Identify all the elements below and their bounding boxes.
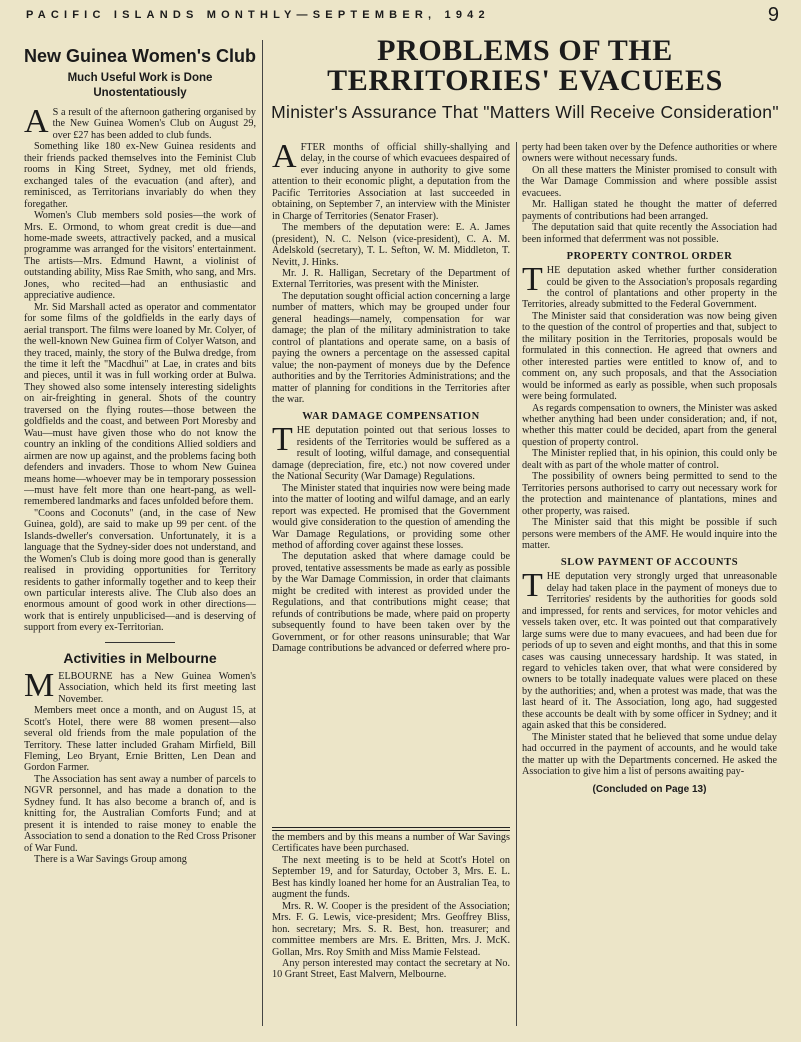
- column-divider: [516, 142, 517, 1026]
- headline-title: PROBLEMS OF THE TERRITORIES' EVACUEES: [327, 34, 723, 97]
- paragraph: THE deputation asked whether further consideration could be given to the Association's proposals regarding the control of plantations and other property in the Territories, already submitted to the Federal Government.: [522, 261, 777, 311]
- paragraph: The deputation said that quite recently the Association had been informed that deferrment was not possible.: [522, 222, 777, 245]
- paragraph: Something like 180 ex-New Guinea residents and their friends packed themselves into the Feminist Club rooms in King Street, Sydney, met old friends, exchanged tales of the evacuation (and after), and reminisced, as Territorians invariably do when they foregather.: [24, 141, 256, 210]
- paragraph: perty had been taken over by the Defence authorities or where owners were without necessary funds.: [522, 142, 777, 165]
- paragraph: The Minister stated that he believed that some undue delay had occurred in the payment of accounts, and he would take the matter up with the Departments concerned. He asked the Association to give him a list of persons awaiting pay-: [522, 731, 777, 778]
- paragraph: The members of the deputation were: E. A. James (president), N. C. Nelson (vice-president), C. A. M. Adelskold (secretary), T. L. Sefton, W. M. Middleton, T. Nevitt, J. Hinks.: [272, 222, 510, 268]
- story-title: New Guinea Women's Club: [24, 46, 256, 66]
- paragraph: There is a War Savings Group among: [34, 854, 187, 866]
- continued-note: (Concluded on Page 13): [592, 783, 707, 795]
- paragraph: The deputation sought official action concerning a large number of matters, which may be grouped under four general headings—namely, compensation for war damage; the plan of the military administration to take control of plantations and operate same, on a basis of paying the owners a percentage on the assessed capital value; the non-payment of moneys due by the Defence authorities and by the Territories Administrations; and the matter of planning for conditions in the Territories after the war.: [272, 290, 510, 405]
- story-separator: [105, 642, 175, 643]
- paragraph: Mr. J. R. Halligan, Secretary of the Department of External Territories, was present with the Minister.: [272, 267, 510, 291]
- left-column: [24, 40, 256, 1030]
- paragraph: The Minister stated that inquiries now were being made into the matter of looting and wilful damage, and an early report was expected. He promised that the Government would give consideration to the question of amending the War Damage Regulations, or providing some other method of affording cover against these losses.: [272, 482, 510, 551]
- right-column: [522, 142, 777, 1022]
- article-headline: [270, 36, 780, 123]
- melbourne-continued: [272, 832, 510, 1028]
- drop-cap: T: [522, 261, 543, 299]
- paragraph: "Coons and Coconuts" (and, in the case of New Guinea, gold), are said to make up 99 per cent. of the Islands-dweller's conversation. Unfortunately, it is a language that the Sydney-sider does not understand, and the Women's Club is doing more good than is generally realised in providing opportunities for Territory residents to gather informally together and to keep their own particular interests alive. The Club also does an enormous amount of good work in other directions—work that is entirely unpublicised—and is deserving of support from every ex-Territorian.: [24, 507, 256, 634]
- paragraph: AFTER months of official shilly-shallying and delay, in the course of which evacuees despaired of ever inducing anyone in authority to give some attention to their economic plight, a deputation from the Pacific Territories Association at last succeeded in obtaining, on September 7, an interview with the Minister in Charge of Territories (Senator Fraser).: [272, 142, 510, 222]
- drop-cap: A: [272, 142, 297, 175]
- paragraph: As regards compensation to owners, the Minister was asked whether anything had been under consideration; and, if not, whether this matter could be decided, apart from the general question of property control.: [522, 402, 777, 448]
- divider-rule: [272, 827, 510, 828]
- paragraph: MELBOURNE has a New Guinea Women's Association, which held its first meeting last November.: [24, 666, 256, 705]
- paragraph: THE deputation pointed out that serious losses to residents of the Territories would be suffered as a result of looting, wilful damage, and consequential damage (depreciation, fire, etc.) not now covered under the National Security (War Damage) Regulations.: [272, 421, 510, 483]
- middle-column: [272, 142, 510, 824]
- drop-cap: T: [522, 567, 543, 605]
- story-title: Activities in Melbourne: [63, 649, 217, 666]
- drop-cap: M: [24, 666, 55, 704]
- article-divider: [272, 827, 510, 831]
- paragraph: Women's Club members sold posies—the work of Mrs. E. Ormond, to whom great credit is due—and home-made sweets, attractively packed, and a musical programme was arranged for the visitors' entertainment. The artists—Mrs. Edmund Hawnt, a violinist of outstanding ability, Miss Rae Smith, who sang, and Mrs. Jones, who recited—had an enthusiastic and appreciative audience.: [24, 210, 256, 302]
- divider-rule: [272, 830, 510, 831]
- paragraph: The Association has sent away a number of parcels to NGVR personnel, and has made a donation to the Sydney fund. It has also become a branch of, and is knitting for, the Australian Comforts Fund; and at present it is intended to raise money to enable the Association to send a donation to the Red Cross Prisoner of War Fund.: [24, 773, 256, 854]
- page-number: 9: [767, 4, 779, 26]
- paragraph: A S a result of the afternoon gathering organised by the New Guinea Women's Club on August 29, over £27 has been added to club funds.: [24, 103, 256, 141]
- paragraph: THE deputation very strongly urged that unreasonable delay had taken place in the payment of moneys due to Territories' residents by the authorities for goods sold and impressed, for rents and services, for motor vehicles and vessels taken over, etc. It was pointed out that comparatively large sums were due to many evacuees, and had been due for periods of up to seven and eight months, and that this in some cases was causing unnecessary hardship. It was stated, in regard to vehicles taken over, that what were considered by owners to be totally inadequate values were placed on these by the authorities; and, when a protest was made, that was the last heard of it. The Association, long ago, had suggested these accounts be dealt with by some officer in Sydney; and it again asked that this be considered.: [522, 567, 777, 732]
- paragraph: The next meeting is to be held at Scott's Hotel on September 19, and for Saturday, October 3, Mrs. E. L. Best has kindly loaned her home for an Australian Tea, to augment the funds.: [272, 854, 510, 901]
- section-heading: PROPERTY CONTROL ORDER: [566, 251, 733, 263]
- paragraph: Any person interested may contact the secretary at No. 10 Grant Street, East Malvern, Melbourne.: [272, 957, 510, 981]
- paragraph: The Minister said that consideration was now being given to the question of the control of properties and that, subject to the military position in the Territories, proposals would be formulated in this connection. He agreed that owners and other interested parties were entitled to know of, and to comment on, any such proposals, and that the Association would be informed as early as possible, when such proposals were being formulated.: [522, 310, 777, 403]
- story-subtitle: Much Useful Work is Done Unostentatiously: [67, 72, 213, 99]
- paragraph: The deputation asked that where damage could be proved, tentative assessments be made as early as possible by the War Damage Commission, in order that claimants might be credited with interest as provided under the Regulations, and that contributions might cease; that refunds of contributions be made, where paid on property subsequently found to have been taken over by the Government, or for other reasons uninsurable; that War Damage contributions be advanced or deferred where pro-: [272, 551, 510, 655]
- headline-deck: Minister's Assurance That "Matters Will Receive Consideration": [271, 102, 779, 122]
- section-heading: SLOW PAYMENT OF ACCOUNTS: [560, 557, 739, 569]
- paragraph: The Minister said that this might be possible if such persons were members of the AMF. He would inquire into the matter.: [522, 517, 777, 551]
- paragraph: the members and by this means a number of War Savings Certificates have been purchased.: [272, 832, 510, 855]
- paragraph: Mr. Sid Marshall acted as operator and commentator for some films of the goldfields in the early days of aerial transport. The films were loaned by Mr. Colyer, of the well-known New Guinea firm of Colyer Watson, and they traced, mainly, the story of the Bulwa dredge, from the time it left the "Macdhui" at Lae, in crates and bits and pieces, until it was in full working order at Bulwa. They showed also some intensely interesting sidelights on air-freighting in general. Shots of the country traversed on the flying routes—those between the goldfields and the coast, and between Port Moresby and Wau—must have given those who do not know the country an inkling of the conditions Allied soldiers and airmen are now up against, and the problems facing both defenders and invaders. Those to whom New Guinea means home—whoever may be in temporary possession—must have felt more than one heart-pang, as well-remembered landmarks and faces unfolded before them.: [24, 301, 256, 508]
- running-head: [0, 0, 801, 36]
- drop-cap: T: [272, 421, 293, 459]
- drop-cap: A: [24, 103, 49, 140]
- paragraph: Mrs. R. W. Cooper is the president of the Association; Mrs. F. G. Lewis, vice-president; Mrs. Geoffrey Bliss, hon. secretary; Mrs. S. R. Best, hon. treasurer; and committee members are Mrs. E. Britten, Mrs. J. McK. Gollan, Mrs. Roy Smith and Miss Mamie Felstead.: [272, 900, 510, 958]
- section-heading: WAR DAMAGE COMPENSATION: [302, 411, 480, 423]
- paragraph: The possibility of owners being permitted to send to the Territories persons authorised to carry out necessary work for the protection and maintenance of plantations, mines and other property, was raised.: [522, 471, 777, 517]
- paragraph: Mr. Halligan stated he thought the matter of deferred payments of contributions had been arranged.: [522, 199, 777, 222]
- paragraph: The Minister replied that, in his opinion, this could only be dealt with as part of the whole matter of control.: [522, 448, 777, 471]
- column-divider: [262, 40, 263, 1026]
- paragraph: On all these matters the Minister promised to consult with the War Damage Commission and where possible assist evacuees.: [522, 164, 777, 199]
- paragraph: Members meet once a month, and on August 15, at Scott's Hotel, there were 88 women present—also several old friends from the male population of the Territory. These latter included Graham Mirfield, Bill Fleming, Leo Bryant, Ernie Britten, Len Dean and Gordon Farmer.: [24, 705, 256, 774]
- running-title: PACIFIC ISLANDS MONTHLY—SEPTEMBER, 1942: [26, 9, 490, 21]
